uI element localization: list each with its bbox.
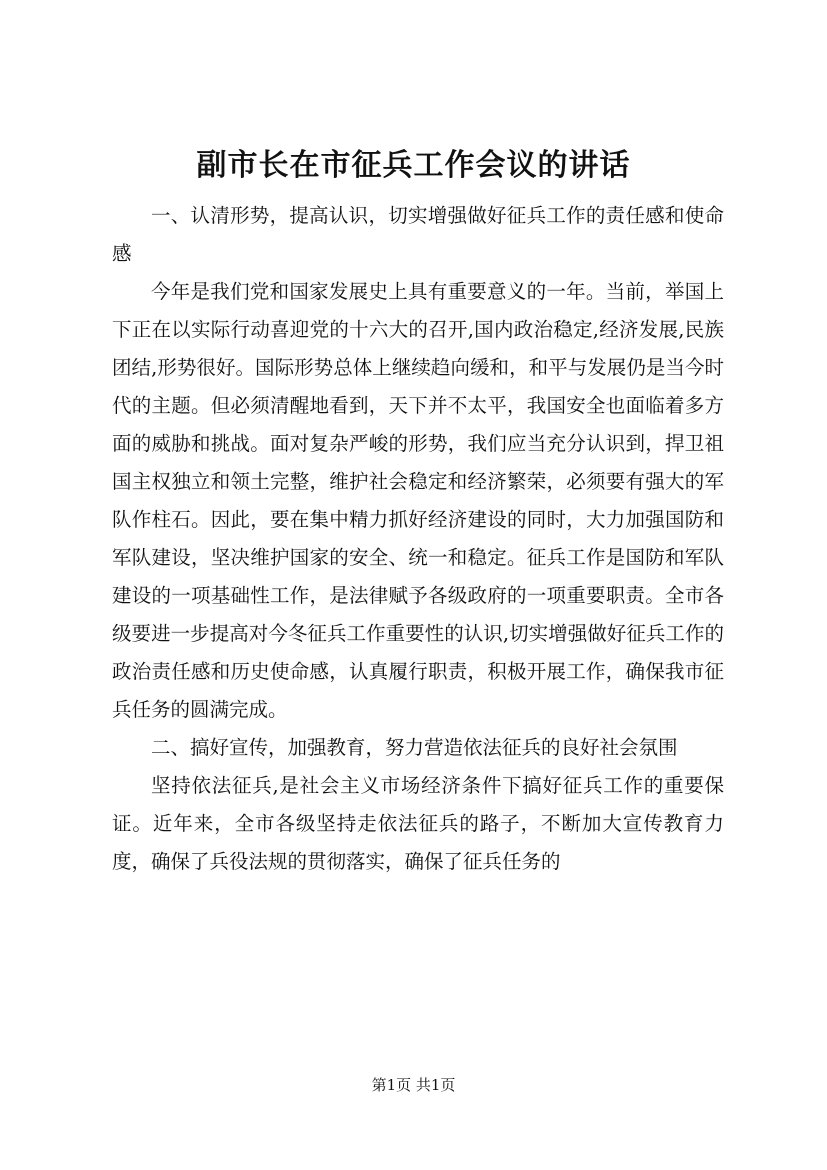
document-body: [112, 197, 724, 881]
document-title: 副市长在市征兵工作会议的讲话: [196, 148, 631, 183]
section-heading-1: 一、认清形势，提高认识，切实增强做好征兵工作的责任感和使命感: [112, 204, 724, 265]
page-footer: 第1页 共1页: [371, 1076, 456, 1094]
body-paragraph-2: 坚持依法征兵,是社会主义市场经济条件下搞好征兵工作的重要保证。近年来，全市各级坚持走依法征兵的路子，不断加大宣传教育力度，确保了兵役法规的贯彻落实，确保了征兵任务的: [112, 774, 724, 873]
body-paragraph-1: 今年是我们党和国家发展史上具有重要意义的一年。当前，举国上下正在以实际行动喜迎党的十六大的召开,国内政治稳定,经济发展,民族团结,形势很好。国际形势总体上继续趋向缓和，和平与发展仍是当今时代的主题。但必须清醒地看到，天下并不太平，我国安全也面临着多方面的威胁和挑战。面对复杂严峻的形势，我们应当充分认识到，捍卫祖国主权独立和领土完整，维护社会稳定和经济繁荣，必须要有强大的军队作柱石。因此，要在集中精力抓好经济建设的同时，大力加强国防和军队建设，坚决维护国家的安全、统一和稳定。征兵工作是国防和军队建设的一项基础性工作，是法律赋予各级政府的一项重要职责。全市各级要进一步提高对今冬征兵工作重要性的认识,切实增强做好征兵工作的政治责任感和历史使命感，认真履行职责，积极开展工作，确保我市征兵任务的圆满完成。: [112, 280, 724, 721]
section-heading-2: 二、搞好宣传，加强教育，努力营造依法征兵的良好社会氛围: [151, 736, 678, 759]
